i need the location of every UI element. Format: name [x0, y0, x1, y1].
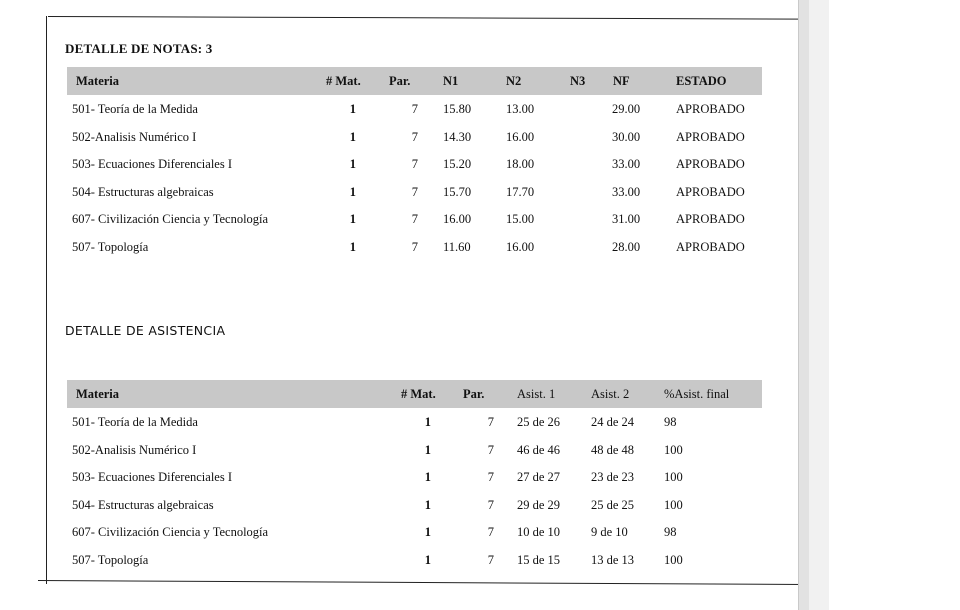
cell-mat: 1 [424, 525, 431, 540]
cell-estado: APROBADO [676, 184, 745, 199]
cell-a1: 29 de 29 [517, 497, 561, 512]
col-mat: # Mat. [326, 74, 361, 88]
table-row [67, 546, 762, 574]
cell-n2: 13.00 [506, 102, 535, 116]
col-materia: Materia [76, 74, 120, 88]
col-par: Par. [389, 74, 411, 88]
col-par: Par. [463, 387, 485, 401]
cell-materia: 501- Teoría de la Medida [72, 102, 198, 116]
cell-estado: APROBADO [676, 239, 745, 254]
cell-nf: 31.00 [612, 212, 641, 227]
cell-a2: 25 de 25 [591, 497, 635, 512]
cell-n2: 15.00 [506, 212, 535, 227]
cell-n1: 14.30 [443, 129, 472, 144]
cell-n1: 16.00 [443, 212, 472, 227]
cell-estado: APROBADO [676, 129, 745, 144]
cell-estado: APROBADO [676, 212, 745, 227]
table-row [67, 491, 762, 519]
table-row [67, 436, 762, 464]
cell-n1: 15.80 [443, 102, 472, 116]
cell-final: 100 [664, 552, 683, 567]
notas-table [67, 67, 762, 261]
table-row [67, 518, 762, 546]
cell-mat: 1 [424, 442, 431, 457]
cell-a1: 25 de 26 [517, 415, 561, 429]
cell-mat: 1 [424, 415, 431, 429]
cell-estado: APROBADO [676, 102, 745, 116]
table-row [67, 178, 762, 206]
cell-par: 7 [487, 525, 494, 540]
col-estado: ESTADO [676, 74, 727, 88]
cell-nf: 33.00 [612, 184, 641, 199]
cell-nf: 29.00 [612, 102, 641, 116]
table-row [67, 233, 762, 261]
cell-par: 7 [411, 157, 418, 172]
cell-mat: 1 [349, 129, 356, 144]
cell-estado: APROBADO [676, 157, 745, 172]
col-mat: # Mat. [401, 387, 436, 401]
cell-n2: 16.00 [506, 129, 535, 144]
notas-header-row [67, 67, 762, 95]
col-n3: N3 [570, 74, 586, 88]
cell-a2: 9 de 10 [591, 525, 628, 540]
cell-mat: 1 [424, 497, 431, 512]
col-nf: NF [613, 74, 630, 88]
frame-left-line [46, 16, 47, 584]
cell-par: 7 [487, 497, 494, 512]
cell-mat: 1 [349, 102, 356, 116]
table-row [67, 463, 762, 491]
cell-materia: 501- Teoría de la Medida [72, 415, 198, 429]
col-materia: Materia [76, 387, 120, 401]
cell-par: 7 [411, 129, 418, 144]
table-row [67, 123, 762, 151]
scrollbar-track[interactable] [799, 0, 809, 610]
cell-nf: 33.00 [612, 157, 641, 172]
cell-materia: 507- Topología [72, 239, 149, 254]
cell-mat: 1 [349, 239, 356, 254]
cell-nf: 28.00 [612, 239, 641, 254]
cell-mat: 1 [424, 470, 431, 485]
cell-par: 7 [411, 212, 418, 227]
col-asist-1: Asist. 1 [517, 387, 556, 401]
cell-materia: 507- Topología [72, 552, 149, 567]
cell-par: 7 [487, 470, 494, 485]
asistencia-rows [67, 408, 762, 574]
frame-bottom-line [38, 580, 806, 585]
cell-materia: 607- Civilización Ciencia y Tecnología [72, 212, 269, 227]
cell-materia: 504- Estructuras algebraicas [72, 184, 214, 199]
table-row [67, 95, 762, 123]
table-row [67, 150, 762, 178]
cell-par: 7 [487, 552, 494, 567]
cell-mat: 1 [349, 212, 356, 227]
notas-rows [67, 95, 762, 261]
cell-n2: 17.70 [506, 184, 535, 199]
cell-a1: 27 de 27 [517, 470, 561, 485]
table-row [67, 205, 762, 233]
cell-a2: 24 de 24 [591, 415, 635, 429]
cell-a1: 10 de 10 [517, 525, 561, 540]
cell-a1: 15 de 15 [517, 552, 561, 567]
cell-n2: 18.00 [506, 157, 535, 172]
cell-materia: 503- Ecuaciones Diferenciales I [72, 157, 232, 172]
cell-mat: 1 [349, 184, 356, 199]
frame-top-line [48, 16, 806, 20]
cell-final: 98 [664, 525, 677, 540]
cell-a2: 13 de 13 [591, 552, 635, 567]
cell-a2: 23 de 23 [591, 470, 635, 485]
cell-n1: 11.60 [443, 239, 471, 254]
col-asist-final: %Asist. final [664, 387, 730, 401]
cell-n1: 15.20 [443, 157, 472, 172]
cell-mat: 1 [349, 157, 356, 172]
cell-n1: 15.70 [443, 184, 472, 199]
cell-par: 7 [411, 184, 418, 199]
asistencia-header-row [67, 380, 762, 408]
cell-materia: 504- Estructuras algebraicas [72, 497, 214, 512]
cell-final: 100 [664, 442, 683, 457]
cell-final: 100 [664, 470, 683, 485]
side-scroll-area[interactable] [798, 0, 829, 610]
cell-par: 7 [487, 442, 494, 457]
col-n1: N1 [443, 74, 459, 88]
cell-final: 98 [664, 415, 677, 429]
cell-par: 7 [487, 415, 494, 429]
cell-a2: 48 de 48 [591, 442, 635, 457]
asistencia-table [67, 380, 762, 574]
cell-mat: 1 [424, 552, 431, 567]
table-row [67, 408, 762, 436]
cell-n2: 16.00 [506, 239, 535, 254]
cell-par: 7 [411, 239, 418, 254]
col-n2: N2 [506, 74, 522, 88]
cell-final: 100 [664, 497, 683, 512]
cell-a1: 46 de 46 [517, 442, 561, 457]
cell-nf: 30.00 [612, 129, 641, 144]
notas-title: DETALLE DE NOTAS: 3 [65, 41, 213, 56]
cell-materia: 502-Analisis Numérico I [72, 129, 197, 144]
cell-materia: 607- Civilización Ciencia y Tecnología [72, 525, 269, 540]
cell-materia: 503- Ecuaciones Diferenciales I [72, 470, 232, 485]
col-asist-2: Asist. 2 [591, 387, 630, 401]
asistencia-title: DETALLE DE ASISTENCIA [65, 323, 226, 338]
cell-materia: 502-Analisis Numérico I [72, 442, 197, 457]
cell-par: 7 [411, 102, 418, 116]
